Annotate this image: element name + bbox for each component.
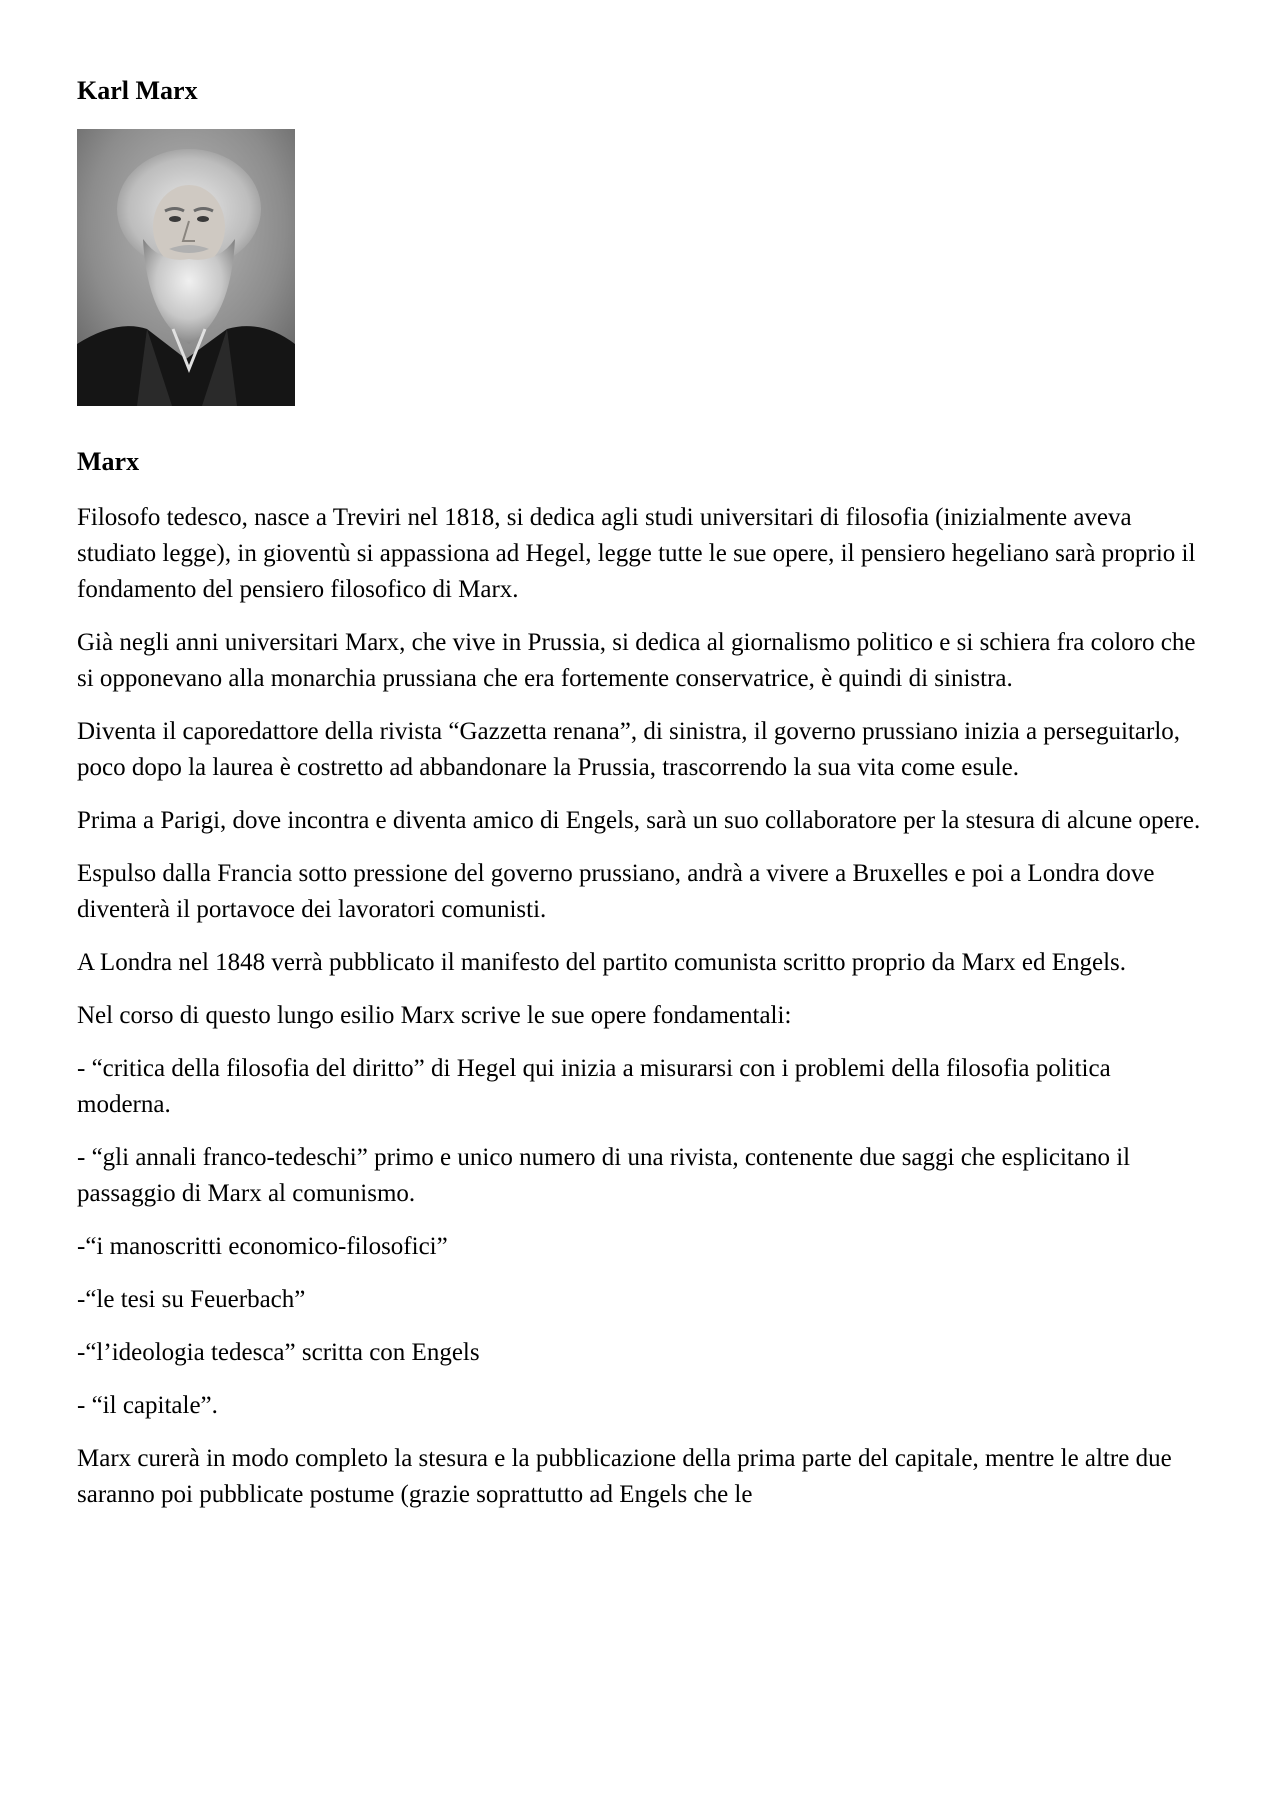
list-item: - “il capitale”. bbox=[77, 1392, 218, 1419]
paragraph: Nel corso di questo lungo esilio Marx scrive le sue opere fondamentali: bbox=[77, 1002, 792, 1029]
paragraph: Filosofo tedesco, nasce a Treviri nel 1818, si dedica agli studi universitari di filosofia (inizialmente aveva studiato legge), in gioventù si appassiona ad Hegel, legge tutte le sue opere, il pensiero hegeliano sarà proprio il fondamento del pensiero filosofico di Marx. bbox=[77, 504, 1196, 603]
portrait-photo-icon bbox=[77, 129, 295, 406]
document-page bbox=[77, 0, 1217, 1811]
paragraph: Diventa il caporedattore della rivista “Gazzetta renana”, di sinistra, il governo prussiano inizia a perseguitarlo, poco dopo la laurea è costretto ad abbandonare la Prussia, trascorrendo la sua vita come esule. bbox=[77, 718, 1181, 781]
paragraph: A Londra nel 1848 verrà pubblicato il manifesto del partito comunista scritto proprio da Marx ed Engels. bbox=[77, 949, 1127, 976]
paragraph: Espulso dalla Francia sotto pressione del governo prussiano, andrà a vivere a Bruxelles e poi a Londra dove diventerà il portavoce dei lavoratori comunisti. bbox=[77, 860, 1155, 923]
list-item: -“le tesi su Feuerbach” bbox=[77, 1286, 306, 1313]
paragraph: Marx curerà in modo completo la stesura e la pubblicazione della prima parte del capitale, mentre le altre due saranno poi pubblicate postume (grazie soprattutto ad Engels che le bbox=[77, 1445, 1172, 1508]
list-item: - “critica della filosofia del diritto” di Hegel qui inizia a misurarsi con i problemi della filosofia politica moderna. bbox=[77, 1055, 1111, 1118]
list-item: - “gli annali franco-tedeschi” primo e unico numero di una rivista, contenente due saggi che esplicitano il passaggio di Marx al comunismo. bbox=[77, 1144, 1131, 1207]
list-item: -“l’ideologia tedesca” scritta con Engels bbox=[77, 1339, 480, 1366]
body-text bbox=[77, 500, 1207, 1530]
document-title: Karl Marx bbox=[77, 76, 198, 105]
list-item: -“i manoscritti economico-filosofici” bbox=[77, 1233, 448, 1260]
paragraph: Prima a Parigi, dove incontra e diventa amico di Engels, sarà un suo collaboratore per la stesura di alcune opere. bbox=[77, 807, 1201, 834]
section-heading: Marx bbox=[77, 447, 140, 476]
paragraph: Già negli anni universitari Marx, che vive in Prussia, si dedica al giornalismo politico e si schiera fra coloro che si opponevano alla monarchia prussiana che era fortemente conservatrice, è quindi di sinistra. bbox=[77, 629, 1196, 692]
